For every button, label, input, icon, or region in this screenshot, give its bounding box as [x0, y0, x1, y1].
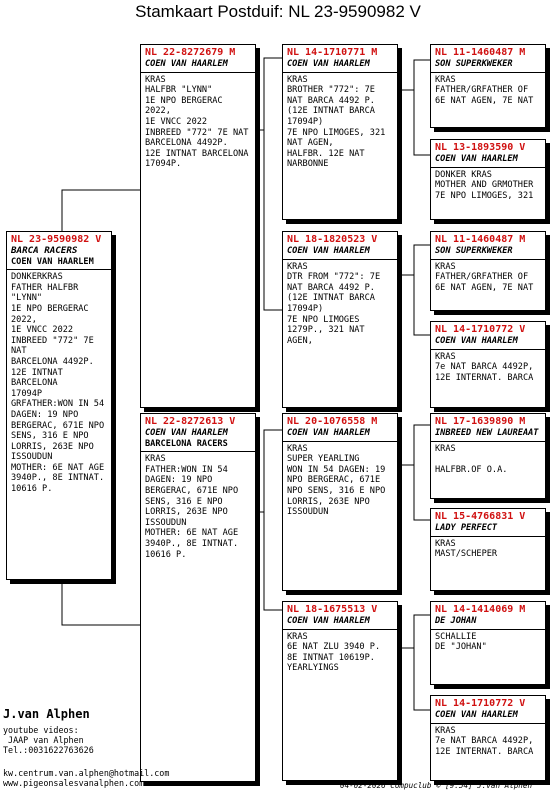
pigeon-info: SCHALLIE DE "JOHAN" [435, 631, 487, 653]
page-title: Stamkaart Postduif: NL 23-9590982 V [135, 2, 421, 21]
pigeon-info: KRAS SUPER YEARLING WON IN 54 DAGEN: 19 NPO BERGERAC, 671E NPO SENS, 316 E NPO LORRIS, 263E NPO ISSOUDUN [287, 443, 386, 518]
card-father-mother [282, 231, 398, 408]
pigeon-name: COEN VAN HAARLEM [287, 428, 370, 438]
ring-number: NL 14-1710772 V [435, 324, 526, 335]
pigeon-name: COEN VAN HAARLEM [435, 336, 518, 346]
pigeon-name: DE JOHAN [435, 616, 477, 626]
pigeon-name: COEN VAN HAARLEM [287, 616, 370, 626]
owner-name: J.van Alphen [3, 707, 90, 721]
ring-number: NL 11-1460487 M [435, 47, 526, 58]
pigeon-name: COEN VAN HAARLEM [287, 59, 370, 69]
pigeon-name-secondary: COEN VAN HAARLEM [11, 256, 94, 267]
pigeon-name: COEN VAN HAARLEM [287, 246, 370, 256]
pigeon-info: KRAS DTR FROM "772": 7E NAT BARCA 4492 P. (12E INTNAT BARCA 17094P) 7E NPO LIMOGES 1279P., 321 NAT AGEN, [287, 261, 381, 346]
ring-number: NL 14-1710772 V [435, 698, 526, 709]
card-fff [430, 44, 546, 128]
card-mfm [430, 508, 546, 591]
pigeon-info: KRAS HALFBR "LYNN" 1E NPO BERGERAC 2022, 1E VNCC 2022 INBREED "772" 7E NAT BARCELONA 4492P. 12E INTNAT BARCELONA 17094P. [145, 74, 249, 170]
card-mmf [430, 601, 546, 685]
card-ffm [430, 139, 546, 220]
pigeon-name: COEN VAN HAARLEM [145, 59, 228, 69]
pigeon-name-secondary: BARCELONA RACERS [145, 438, 228, 449]
owner-links [3, 768, 169, 788]
card-main-pigeon [6, 231, 112, 580]
pigeon-info: KRAS FATHER:WON IN 54 DAGEN: 19 NPO BERGERAC, 671E NPO SENS, 316 E NPO LORRIS, 263E NPO ISSOUDUN MOTHER: 6E NAT AGE 3940P., 8E INTNAT. 10616 P. [145, 454, 239, 560]
owner-email[interactable]: kw.centrum.van.alphen@hotmail.com [3, 768, 170, 778]
pigeon-name: COEN VAN HAARLEM [145, 428, 228, 438]
pigeon-name: LADY PERFECT [435, 523, 498, 533]
ring-number: NL 18-1675513 V [287, 604, 378, 615]
pigeon-info: DONKERKRAS FATHER HALFBR "LYNN" 1E NPO BERGERAC 2022, 1E VNCC 2022 INBREED "772" 7E NAT BARCELONA 4492P. 12E INTNAT BARCELONA 17094P GRFATHER:WON IN 54 DAGEN: 19 NPO BERGERAC, 671E NPO SENS, 316 E NPO LORRIS, 263E NPO ISSOUDUN MOTHER: 6E NAT AGE 3940P., 8E INTNAT. 10616 P. [11, 272, 105, 495]
card-fmf [430, 231, 546, 311]
card-mother [140, 413, 256, 782]
pigeon-name: COEN VAN HAARLEM [435, 710, 518, 720]
ring-number: NL 23-9590982 V [11, 234, 102, 245]
pigeon-info: KRAS 7e NAT BARCA 4492P, 12E INTERNAT. BARCA [435, 351, 534, 383]
ring-number: NL 18-1820523 V [287, 234, 378, 245]
pigeon-name: INBREED NEW LAUREAAT [435, 428, 539, 438]
pigeon-info: KRAS 7e NAT BARCA 4492P, 12E INTERNAT. BARCA [435, 725, 534, 757]
card-fmm [430, 321, 546, 408]
ring-number: NL 13-1893590 V [435, 142, 526, 153]
ring-number: NL 11-1460487 M [435, 234, 526, 245]
footer-info: 04-02-2026 Compuclub © [9.54] J.van Alphen [340, 781, 533, 790]
card-father-father [282, 44, 398, 220]
pigeon-info: DONKER KRAS MOTHER AND GRMOTHER 7E NPO LIMOGES, 321 [435, 169, 534, 201]
pigeon-name: COEN VAN HAARLEM [435, 154, 518, 164]
ring-number: NL 15-4766831 V [435, 511, 526, 522]
owner-website[interactable]: www.pigeonsalesvanalphen.com [3, 778, 145, 788]
card-mother-mother [282, 601, 398, 781]
card-mmm [430, 695, 546, 781]
ring-number: NL 14-1414069 M [435, 604, 526, 615]
pigeon-info: KRAS FATHER/GRFATHER OF 6E NAT AGEN, 7E NAT [435, 74, 534, 106]
pigeon-info: KRAS 6E NAT ZLU 3940 P. 8E INTNAT 10619P. YEARLYINGS [287, 631, 381, 674]
pigeon-name: SON SUPERKWEKER [435, 59, 513, 69]
ring-number: NL 17-1639890 M [435, 416, 526, 427]
pigeon-info: KRAS HALFBR.OF O.A. [435, 443, 508, 475]
pigeon-name: SON SUPERKWEKER [435, 246, 513, 256]
card-father [140, 44, 256, 408]
ring-number: NL 20-1076558 M [287, 416, 378, 427]
card-mother-father [282, 413, 398, 591]
pigeon-name: BARCA RACERS [11, 245, 78, 256]
ring-number: NL 22-8272613 V [145, 416, 236, 427]
card-mff [430, 413, 546, 499]
ring-number: NL 22-8272679 M [145, 47, 236, 58]
owner-contact: youtube videos: JAAP van Alphen Tel.:0031622763626 [3, 725, 94, 755]
pigeon-info: KRAS BROTHER "772": 7E NAT BARCA 4492 P. (12E INTNAT BARCA 17094P) 7E NPO LIMOGES, 321 NAT AGEN, HALFBR. 12E NAT NARBONNE [287, 74, 386, 170]
ring-number: NL 14-1710771 M [287, 47, 378, 58]
pigeon-info: KRAS FATHER/GRFATHER OF 6E NAT AGEN, 7E NAT [435, 261, 534, 293]
pigeon-info: KRAS MAST/SCHEPER [435, 538, 498, 560]
